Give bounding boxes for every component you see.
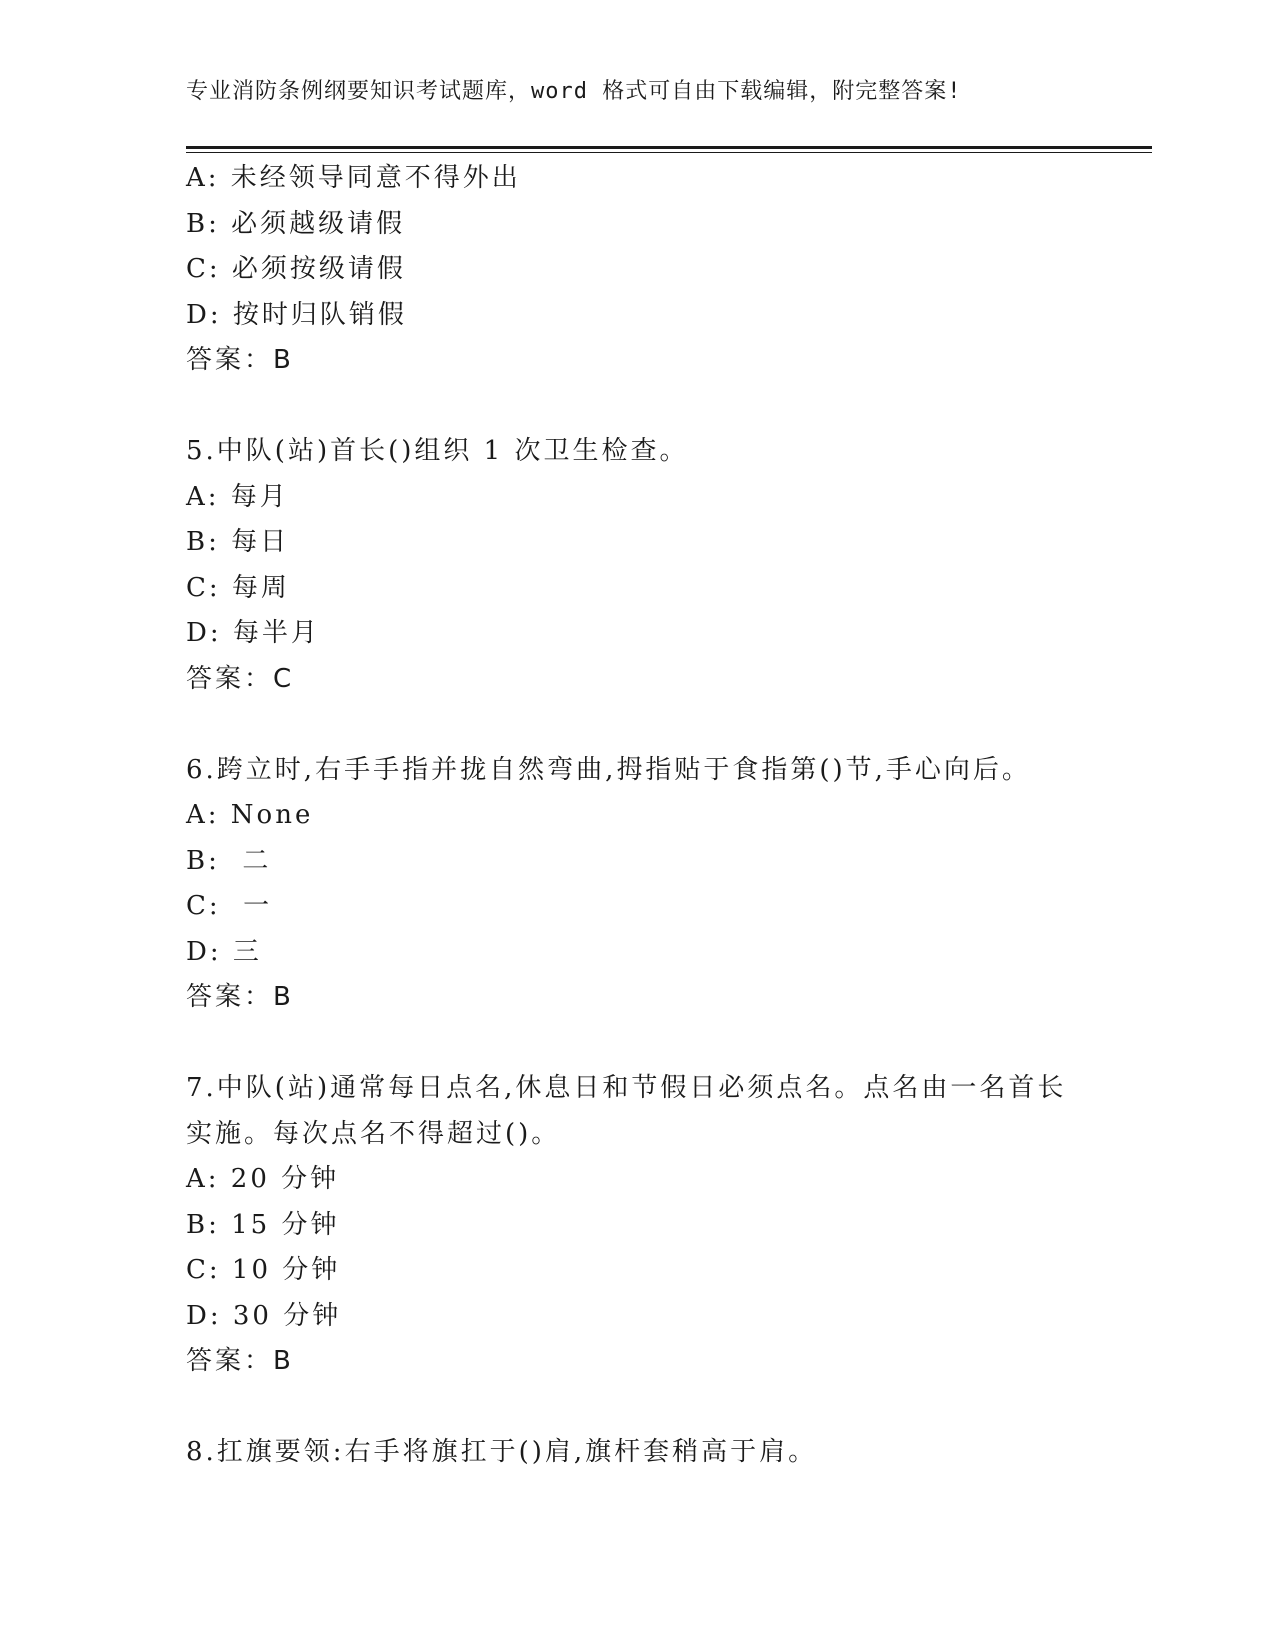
answer: 答案：B	[186, 345, 294, 375]
spacer	[186, 1385, 1152, 1431]
option-c: C: 必须按级请假	[186, 254, 406, 284]
question-text: 5.中队(站)首长()组织 1 次卫生检查。	[186, 436, 689, 466]
question-8	[186, 1430, 1152, 1476]
answer: 答案：B	[186, 982, 294, 1012]
spacer	[186, 1021, 1152, 1067]
option-a: A: None	[186, 800, 314, 830]
question-text: 6.跨立时,右手手指并拢自然弯曲,拇指贴于食指第()节,手心向后。	[186, 754, 1031, 785]
question-4	[186, 156, 1152, 384]
option-a: A: 20 分钟	[186, 1164, 340, 1194]
option-c: C: 一	[186, 891, 273, 921]
question-5	[186, 429, 1152, 702]
option-c: C: 每周	[186, 572, 290, 603]
option-a: A: 每月	[186, 481, 289, 512]
option-d: D: 30 分钟	[186, 1300, 342, 1331]
option-d: D: 三	[186, 936, 262, 967]
question-text: 8.扛旗要领:右手将旗扛于()肩,旗杆套稍高于肩。	[186, 1437, 818, 1467]
option-c: C: 10 分钟	[186, 1255, 341, 1285]
option-b: B: 必须越级请假	[186, 208, 406, 239]
question-text-line-1: 7.中队(站)通常每日点名,休息日和节假日必须点名。点名由一名首长	[186, 1073, 1067, 1103]
spacer	[186, 702, 1152, 748]
option-b: B: 每日	[186, 527, 290, 557]
document-header: 专业消防条例纲要知识考试题库，word 格式可自由下载编辑，附完整答案!	[186, 79, 962, 104]
option-d: D: 按时归队销假	[186, 299, 407, 330]
question-content	[186, 156, 1152, 1476]
question-6	[186, 748, 1152, 1021]
header-rule-thin	[186, 152, 1152, 153]
answer: 答案：C	[186, 663, 295, 694]
option-b: B: 15 分钟	[186, 1209, 340, 1240]
answer: 答案：B	[186, 1346, 294, 1376]
question-text-line-2: 实施。每次点名不得超过()。	[186, 1118, 561, 1149]
header-rule-thick	[186, 146, 1152, 149]
option-d: D: 每半月	[186, 618, 320, 648]
option-b: B: 二	[186, 845, 272, 876]
option-a: A: 未经领导同意不得外出	[186, 163, 521, 193]
spacer	[186, 384, 1152, 430]
question-7	[186, 1066, 1152, 1385]
